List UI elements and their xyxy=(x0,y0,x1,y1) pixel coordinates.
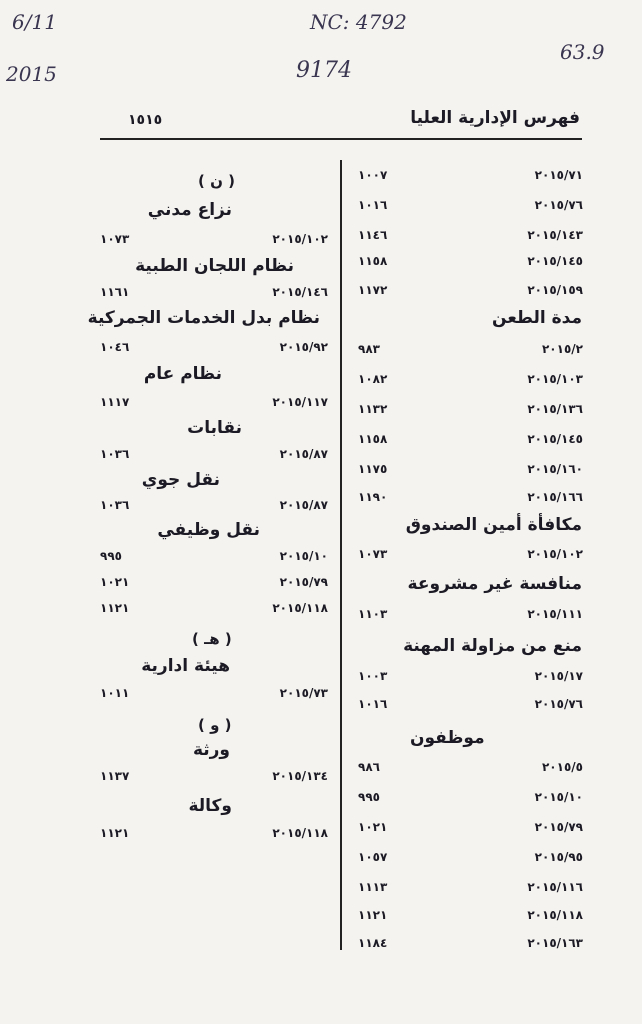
index-entry: ١١٢١ ٢٠١٥/١١٨ xyxy=(100,826,328,840)
index-heading: نقابات xyxy=(187,418,242,438)
index-heading: منافسة غير مشروعة xyxy=(407,574,582,594)
letter-heading: ( و ) xyxy=(198,716,232,734)
index-entry: ١٠٠٣ ٢٠١٥/١٧ xyxy=(358,669,583,683)
index-entry: ٩٩٥ ٢٠١٥/١٠ xyxy=(100,549,328,563)
page-number: ١٥١٥ xyxy=(128,112,163,128)
index-entry: ١١٦١ ٢٠١٥/١٤٦ xyxy=(100,285,328,299)
index-entry: ١١٤٦ ٢٠١٥/١٤٣ xyxy=(358,228,583,242)
index-entry: ١٠٣٦ ٢٠١٥/٨٧ xyxy=(100,498,328,512)
page-title: فهرس الإدارية العليا xyxy=(410,108,580,128)
index-heading: منع من مزاولة المهنة xyxy=(403,636,582,656)
letter-heading: ( ن ) xyxy=(198,172,235,190)
index-heading: نظام اللجان الطبية xyxy=(135,256,294,276)
column-divider xyxy=(340,160,342,950)
index-entry: ١١٢١ ٢٠١٥/١١٨ xyxy=(358,908,583,922)
index-entry: ١١١٧ ٢٠١٥/١١٧ xyxy=(100,395,328,409)
handwritten-note-number: 9174 xyxy=(296,58,352,83)
index-entry: ١١٣٢ ٢٠١٥/١٣٦ xyxy=(358,402,583,416)
index-entry: ١١٧٢ ٢٠١٥/١٥٩ xyxy=(358,283,583,297)
index-entry: ١٠٢١ ٢٠١٥/٧٩ xyxy=(358,820,583,834)
index-entry: ٩٩٥ ٢٠١٥/١٠ xyxy=(358,790,583,804)
index-entry: ١١٥٨ ٢٠١٥/١٤٥ xyxy=(358,254,583,268)
index-entry: ١١٣٧ ٢٠١٥/١٣٤ xyxy=(100,769,328,783)
header-rule xyxy=(100,138,582,140)
index-entry: ١١٧٥ ٢٠١٥/١٦٠ xyxy=(358,462,583,476)
index-entry: ١١٠٣ ٢٠١٥/١١١ xyxy=(358,607,583,621)
index-entry: ١٠١٦ ٢٠١٥/٧٦ xyxy=(358,697,583,711)
index-entry: ١٠٣٦ ٢٠١٥/٨٧ xyxy=(100,447,328,461)
handwritten-note-nc: NC: 4792 xyxy=(310,10,407,34)
handwritten-note-top-left: 6/11 xyxy=(12,10,57,34)
index-heading: نظام بدل الخدمات الجمركية xyxy=(87,308,320,328)
index-heading: نقل جوي xyxy=(141,470,220,490)
index-entry: ١١٢١ ٢٠١٥/١١٨ xyxy=(100,601,328,615)
index-heading: نزاع مدني xyxy=(147,200,232,220)
page-header xyxy=(100,108,580,134)
index-entry: ١١١٣ ٢٠١٥/١١٦ xyxy=(358,880,583,894)
index-entry: ١٠٢١ ٢٠١٥/٧٩ xyxy=(100,575,328,589)
index-entry: ١٠١٦ ٢٠١٥/٧٦ xyxy=(358,198,583,212)
letter-heading: ( هـ ) xyxy=(192,630,232,648)
handwritten-note-year: 2015 xyxy=(6,62,57,86)
index-heading: هيئة ادارية xyxy=(141,656,230,676)
index-entry: ٩٨٦ ٢٠١٥/٥ xyxy=(358,760,583,774)
index-heading: موظفون xyxy=(410,728,485,748)
index-entry: ١٠٧٣ ٢٠١٥/١٠٢ xyxy=(358,547,583,561)
index-entry: ١٠١١ ٢٠١٥/٧٣ xyxy=(100,686,328,700)
index-entry: ١١٩٠ ٢٠١٥/١٦٦ xyxy=(358,490,583,504)
index-heading: نقل وظيفي xyxy=(157,520,260,540)
index-entry: ١٠٠٧ ٢٠١٥/٧١ xyxy=(358,168,583,182)
handwritten-note-top-right: 63.9 xyxy=(560,40,605,64)
index-entry: ٩٨٣ ٢٠١٥/٢ xyxy=(358,342,583,356)
index-entry: ١٠٧٣ ٢٠١٥/١٠٢ xyxy=(100,232,328,246)
index-heading: مدة الطعن xyxy=(492,308,582,328)
index-entry: ١٠٤٦ ٢٠١٥/٩٢ xyxy=(100,340,328,354)
index-entry: ١١٥٨ ٢٠١٥/١٤٥ xyxy=(358,432,583,446)
index-heading: ورثة xyxy=(192,740,230,760)
index-heading: وكالة xyxy=(188,796,232,816)
index-heading: مكافأة أمين الصندوق xyxy=(405,515,582,535)
index-entry: ١١٨٤ ٢٠١٥/١٦٣ xyxy=(358,936,583,950)
index-entry: ١٠٥٧ ٢٠١٥/٩٥ xyxy=(358,850,583,864)
index-heading: نظام عام xyxy=(143,364,222,384)
index-entry: ١٠٨٢ ٢٠١٥/١٠٣ xyxy=(358,372,583,386)
